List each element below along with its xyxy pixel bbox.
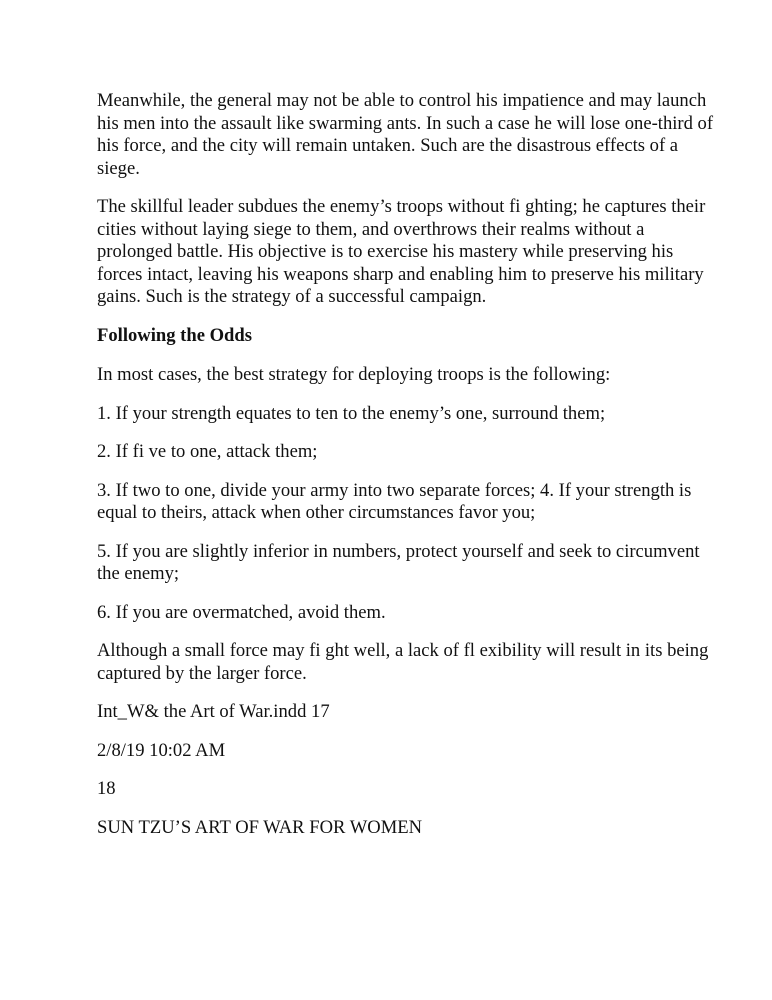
running-title: SUN TZU’S ART OF WAR FOR WOMEN <box>97 816 423 838</box>
paragraph-siege-impatience: Meanwhile, the general may not be able to control his impatience and may launch his men into the assault like swarming ants. In such a case he will lose one-third of his force, and the city will remain untaken. Such are the disastrous effects of a siege. <box>97 90 714 179</box>
print-timestamp: 2/8/19 10:02 AM <box>97 739 226 761</box>
paragraph-skillful-leader: The skillful leader subdues the enemy’s troops without fi ghting; he captures their cities without laying siege to them, and overthrows their realms without a prolonged battle. His objective is to exercise his mastery while preserving his forces intact, leaving his weapons sharp and enabling him to preserve his military gains. Such is the strategy of a successful campaign. <box>97 196 706 307</box>
document-page <box>97 90 717 855</box>
page-number: 18 <box>97 778 116 799</box>
strategy-item-2: 2. If fi ve to one, attack them; <box>97 441 318 462</box>
section-intro: In most cases, the best strategy for deploying troops is the following: <box>97 364 611 385</box>
strategy-item-1: 1. If your strength equates to ten to the enemy’s one, surround them; <box>97 402 606 424</box>
strategy-item-3: 3. If two to one, divide your army into two separate forces; 4. If your strength is equal to theirs, attack when other circumstances favor you; <box>97 479 692 523</box>
file-info: Int_W& the Art of War.indd 17 <box>97 701 330 722</box>
strategy-item-5: 5. If you are slightly inferior in numbers, protect yourself and seek to circumvent the enemy; <box>97 540 700 584</box>
strategy-item-6: 6. If you are overmatched, avoid them. <box>97 601 386 623</box>
section-closing: Although a small force may fi ght well, a lack of fl exibility will result in its being captured by the larger force. <box>97 640 709 684</box>
section-heading: Following the Odds <box>97 324 252 346</box>
